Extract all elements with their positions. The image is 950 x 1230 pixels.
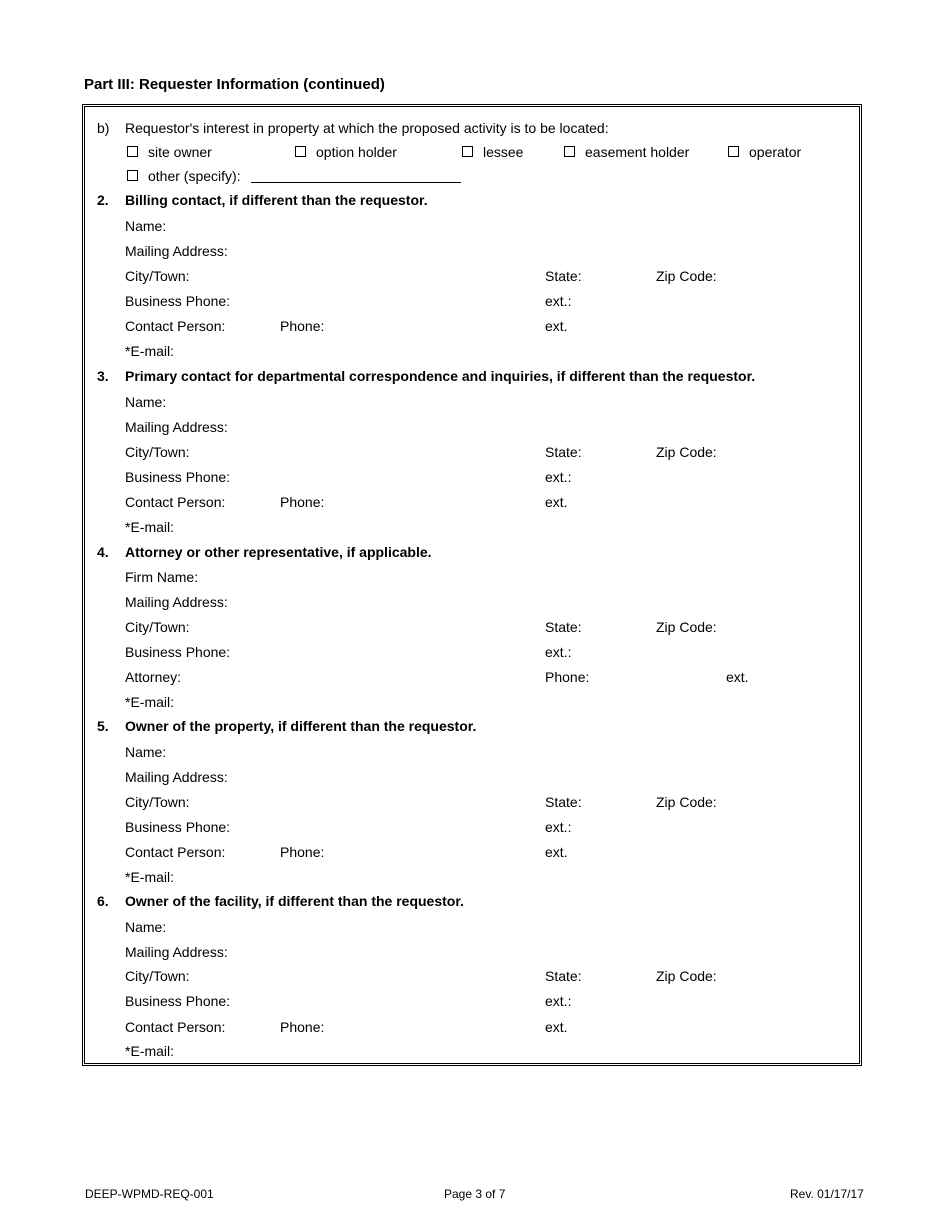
city-town-label: City/Town:: [125, 968, 190, 984]
requester-info-frame: [82, 104, 862, 1066]
section-b-header: [85, 118, 859, 138]
state-label: State:: [545, 444, 582, 460]
email-label: *E-mail:: [125, 694, 175, 710]
contact-person-label: Contact Person:: [125, 494, 226, 510]
email-label: *E-mail:: [125, 519, 175, 535]
option-holder-checkbox[interactable]: [295, 146, 306, 157]
section-2-header: [85, 190, 859, 210]
ext-label: ext.:: [545, 293, 572, 309]
section-2-number: 2.: [97, 192, 109, 208]
zip-code-label: Zip Code:: [656, 968, 717, 984]
attorney-label: Attorney:: [125, 669, 182, 685]
business-phone-label: Business Phone:: [125, 469, 231, 485]
page-number: Page 3 of 7: [444, 1187, 506, 1201]
contact-person-label: Contact Person:: [125, 844, 226, 860]
ext-label: ext.:: [545, 993, 572, 1009]
lessee-checkbox[interactable]: [462, 146, 473, 157]
business-phone-label: Business Phone:: [125, 644, 231, 660]
section-3-header: [85, 366, 859, 386]
ext-label: ext.: [545, 844, 568, 860]
phone-label: Phone:: [545, 669, 590, 685]
operator-label: operator: [749, 144, 802, 160]
state-label: State:: [545, 619, 582, 635]
section-3-title: Primary contact for departmental correspondence and inquiries, if different than the requestor.: [125, 368, 756, 384]
section-5-header: [85, 716, 859, 736]
other-specify-field[interactable]: [251, 182, 461, 183]
section-5-title: [125, 716, 476, 736]
city-town-label: City/Town:: [125, 794, 190, 810]
mailing-address-label: Mailing Address:: [125, 769, 228, 785]
section-2-title: Billing contact, if different than the requestor.: [125, 192, 428, 208]
name-label: Name:: [125, 744, 167, 760]
contact-person-label: Contact Person:: [125, 1019, 226, 1035]
section-4-number: 4.: [97, 544, 109, 560]
ext-label: ext.:: [545, 469, 572, 485]
section-6-title: [125, 891, 464, 911]
state-label: State:: [545, 968, 582, 984]
mailing-address-label: Mailing Address:: [125, 243, 228, 259]
zip-code-label: Zip Code:: [656, 794, 717, 810]
easement-holder-label: easement holder: [585, 144, 690, 160]
easement-holder-checkbox[interactable]: [564, 146, 575, 157]
mailing-address-label: Mailing Address:: [125, 419, 228, 435]
ext-label: ext.: [545, 318, 568, 334]
form-id: DEEP-WPMD-REQ-001: [85, 1187, 214, 1201]
section-b-text: Requestor's interest in property at which the proposed activity is to be located:: [125, 120, 609, 136]
name-label: Name:: [125, 919, 167, 935]
phone-label: Phone:: [280, 318, 325, 334]
section-4-header: [85, 542, 859, 562]
contact-person-label: Contact Person:: [125, 318, 226, 334]
page-title: Part III: Requester Information (continued): [84, 76, 385, 93]
ext-label: ext.: [545, 494, 568, 510]
mailing-address-label: Mailing Address:: [125, 944, 228, 960]
interest-options-row: [85, 142, 859, 162]
section-6-title-rest: , if different than the requestor.: [257, 893, 464, 909]
phone-label: Phone:: [280, 494, 325, 510]
section-6-number: 6.: [97, 893, 109, 909]
state-label: State:: [545, 794, 582, 810]
phone-label: Phone:: [280, 1019, 325, 1035]
section-5-title-bold: Owner of the property: [125, 718, 271, 734]
section-b-number: b): [97, 120, 110, 136]
name-label: Name:: [125, 394, 167, 410]
firm-name-label: Firm Name:: [125, 569, 199, 585]
zip-code-label: Zip Code:: [656, 268, 717, 284]
other-checkbox[interactable]: [127, 170, 138, 181]
other-specify-row: [85, 166, 859, 186]
business-phone-label: Business Phone:: [125, 293, 231, 309]
operator-checkbox[interactable]: [728, 146, 739, 157]
revision-date: Rev. 01/17/17: [790, 1187, 864, 1201]
email-label: *E-mail:: [125, 1043, 175, 1059]
lessee-label: lessee: [483, 144, 524, 160]
section-4-title: Attorney or other representative, if applicable.: [125, 544, 432, 560]
city-town-label: City/Town:: [125, 268, 190, 284]
section-6-header: [85, 891, 859, 911]
ext-label: ext.:: [545, 819, 572, 835]
zip-code-label: Zip Code:: [656, 619, 717, 635]
phone-label: Phone:: [280, 844, 325, 860]
business-phone-label: Business Phone:: [125, 993, 231, 1009]
section-5-number: 5.: [97, 718, 109, 734]
name-label: Name:: [125, 218, 167, 234]
section-5-title-rest: , if different than the requestor.: [270, 718, 477, 734]
section-3-number: 3.: [97, 368, 109, 384]
email-label: *E-mail:: [125, 343, 175, 359]
city-town-label: City/Town:: [125, 619, 190, 635]
other-label: other (specify):: [148, 168, 241, 184]
email-label: *E-mail:: [125, 869, 175, 885]
ext-label: ext.: [726, 669, 749, 685]
site-owner-checkbox[interactable]: [127, 146, 138, 157]
ext-label: ext.: [545, 1019, 568, 1035]
zip-code-label: Zip Code:: [656, 444, 717, 460]
business-phone-label: Business Phone:: [125, 819, 231, 835]
state-label: State:: [545, 268, 582, 284]
option-holder-label: option holder: [316, 144, 397, 160]
city-town-label: City/Town:: [125, 444, 190, 460]
ext-label: ext.:: [545, 644, 572, 660]
site-owner-label: site owner: [148, 144, 212, 160]
section-6-title-bold: Owner of the facility: [125, 893, 258, 909]
mailing-address-label: Mailing Address:: [125, 594, 228, 610]
